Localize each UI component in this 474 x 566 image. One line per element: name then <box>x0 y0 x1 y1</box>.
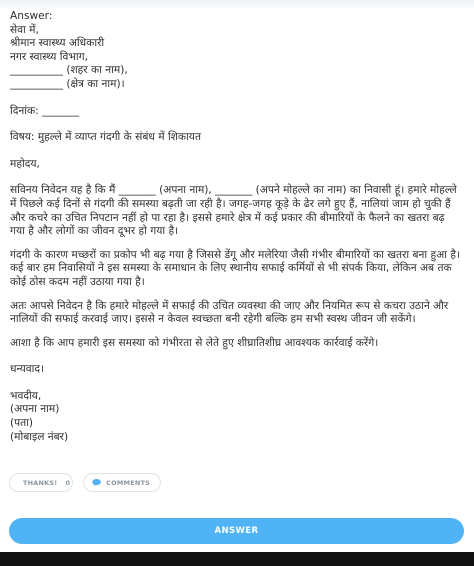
top-bar-edge <box>0 0 474 10</box>
letter-paragraph: अतः आपसे निवेदन है कि हमारे मोहल्ले में सफाई की उचित व्यवस्था की जाए और नियमित रूप से कचरा उठाने और नालियों की सफाई करवाई जाए। इससे न केवल स्वच्छता बनी रहेगी बल्कि हम सभी स्वस्थ जीवन जी सकेंगे। <box>10 299 449 326</box>
answer-title: Answer: <box>10 10 53 22</box>
letter-paragraph: आशा है कि आप हमारी इस समस्या को गंभीरता से लेते हुए शीघ्रातिशीघ्र आवश्यक कार्रवाई करेंगे। <box>10 336 379 349</box>
letter-to-line: सेवा में, <box>10 23 39 36</box>
letter-to-line: नगर स्वास्थ्य विभाग, <box>10 50 88 63</box>
signature-mobile: (मोबाइल नंबर) <box>10 430 69 443</box>
thanks-button[interactable] <box>9 473 73 492</box>
letter-salutation: महोदय, <box>10 157 40 170</box>
letter-closing: भवदीय, <box>10 389 42 402</box>
letter-thanks: धन्यवाद। <box>10 363 45 376</box>
letter-paragraph: गंदगी के कारण मच्छरों का प्रकोप भी बढ़ गया है जिससे डेंगू और मलेरिया जैसी गंभीर बीमारियों का खतरा बना हुआ है। कई बार हम निवासियों ने इस समस्या के समाधान के लिए स्थानीय सफाई कर्मियों से भी संपर्क किया, लेकिन अब तक कोई ठोस कदम नहीं उठाया गया है। <box>10 248 460 288</box>
letter-to-line: __________ (क्षेत्र का नाम)। <box>10 77 125 90</box>
letter-date: दिनांक: _______ <box>10 104 80 117</box>
speech-bubble-icon <box>92 477 101 488</box>
signature-name: (अपना नाम) <box>10 403 60 416</box>
answer-content <box>10 10 462 444</box>
comments-button[interactable] <box>83 473 161 492</box>
letter-paragraph: सविनय निवेदन यह है कि मैं _______ (अपना नाम), _______ (अपने मोहल्ले का नाम) का निवासी हूं। हमारे मोहल्ले में पिछले कई दिनों से गंदगी की समस्या बढ़ती जा रही है। जगह-जगह कूड़े के ढेर लगे हुए हैं, नालियां जाम हो चुकी हैं और कचरे का उचित निपटान नहीं हो पा रहा है। इससे हमारे क्षेत्र में कई प्रकार की बीमारियों के फैलने का खतरा बढ़ गया है और लोगों का जीवन दूभर हो गया है। <box>10 184 457 238</box>
thanks-label: THANKS! <box>23 478 58 487</box>
thanks-count: 0 <box>65 478 71 487</box>
signature-address: (पता) <box>10 417 34 430</box>
comments-label: COMMENTS <box>106 478 150 487</box>
answer-actions <box>9 473 161 492</box>
answer-button[interactable]: ANSWER <box>9 518 464 544</box>
letter-to-line: श्रीमान स्वास्थ्य अधिकारी <box>10 37 105 50</box>
system-navigation-bar <box>0 552 474 566</box>
letter-to-line: __________ (शहर का नाम), <box>10 64 128 77</box>
letter-subject: विषय: मुहल्ले में व्याप्त गंदगी के संबंध में शिकायत <box>10 131 201 144</box>
